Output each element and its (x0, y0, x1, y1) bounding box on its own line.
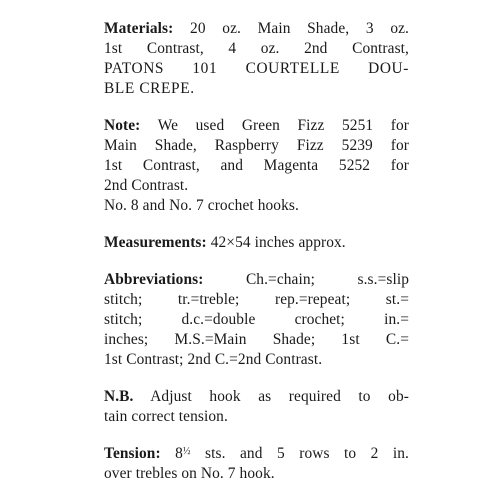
measurements-text: 42×54 inches approx. (206, 234, 346, 251)
nb-label: N.B. (104, 388, 134, 405)
tension-whole: 8 (160, 445, 183, 462)
measurements-label: Measurements: (104, 234, 207, 251)
materials-line-3: PATONS 101 COURTELLE DOU- (104, 60, 409, 77)
note-line-3: 1st Contrast, and Magenta 5252 for (104, 157, 409, 174)
nb-line-2: tain correct tension. (104, 408, 228, 425)
tension-line-2: over trebles on No. 7 hook. (104, 465, 275, 482)
abbreviations-section (104, 270, 409, 370)
materials-line-1: 20 oz. Main Shade, 3 oz. (173, 20, 409, 37)
abbreviations-line-3: stitch; d.c.=double crochet; in.= (104, 311, 409, 328)
tension-section (104, 444, 409, 484)
note-line-2: Main Shade, Raspberry Fizz 5239 for (104, 137, 409, 154)
pattern-text-column (104, 19, 409, 501)
materials-section (104, 19, 409, 99)
abbreviations-line-1: Ch.=chain; s.s.=slip (203, 271, 409, 288)
note-section (104, 116, 409, 216)
tension-line-1: sts. and 5 rows to 2 in. (190, 445, 409, 462)
abbreviations-label: Abbreviations: (104, 271, 204, 288)
nb-line-1: Adjust hook as required to ob- (133, 388, 409, 405)
measurements-section (104, 233, 409, 253)
note-line-4: 2nd Contrast. (104, 177, 189, 194)
abbreviations-line-5: 1st Contrast; 2nd C.=2nd Contrast. (104, 351, 323, 368)
materials-line-2: 1st Contrast, 4 oz. 2nd Contrast, (104, 40, 409, 57)
tension-label: Tension: (104, 445, 161, 462)
note-label: Note: (104, 117, 141, 134)
abbreviations-line-4: inches; M.S.=Main Shade; 1st C.= (104, 331, 409, 348)
materials-line-4: BLE CREPE. (104, 80, 195, 97)
tension-fraction: ½ (182, 446, 191, 457)
note-line-5: No. 8 and No. 7 crochet hooks. (104, 197, 299, 214)
materials-label: Materials: (104, 20, 174, 37)
nb-section (104, 387, 409, 427)
note-line-1: We used Green Fizz 5251 for (140, 117, 409, 134)
abbreviations-line-2: stitch; tr.=treble; rep.=repeat; st.= (104, 291, 409, 308)
